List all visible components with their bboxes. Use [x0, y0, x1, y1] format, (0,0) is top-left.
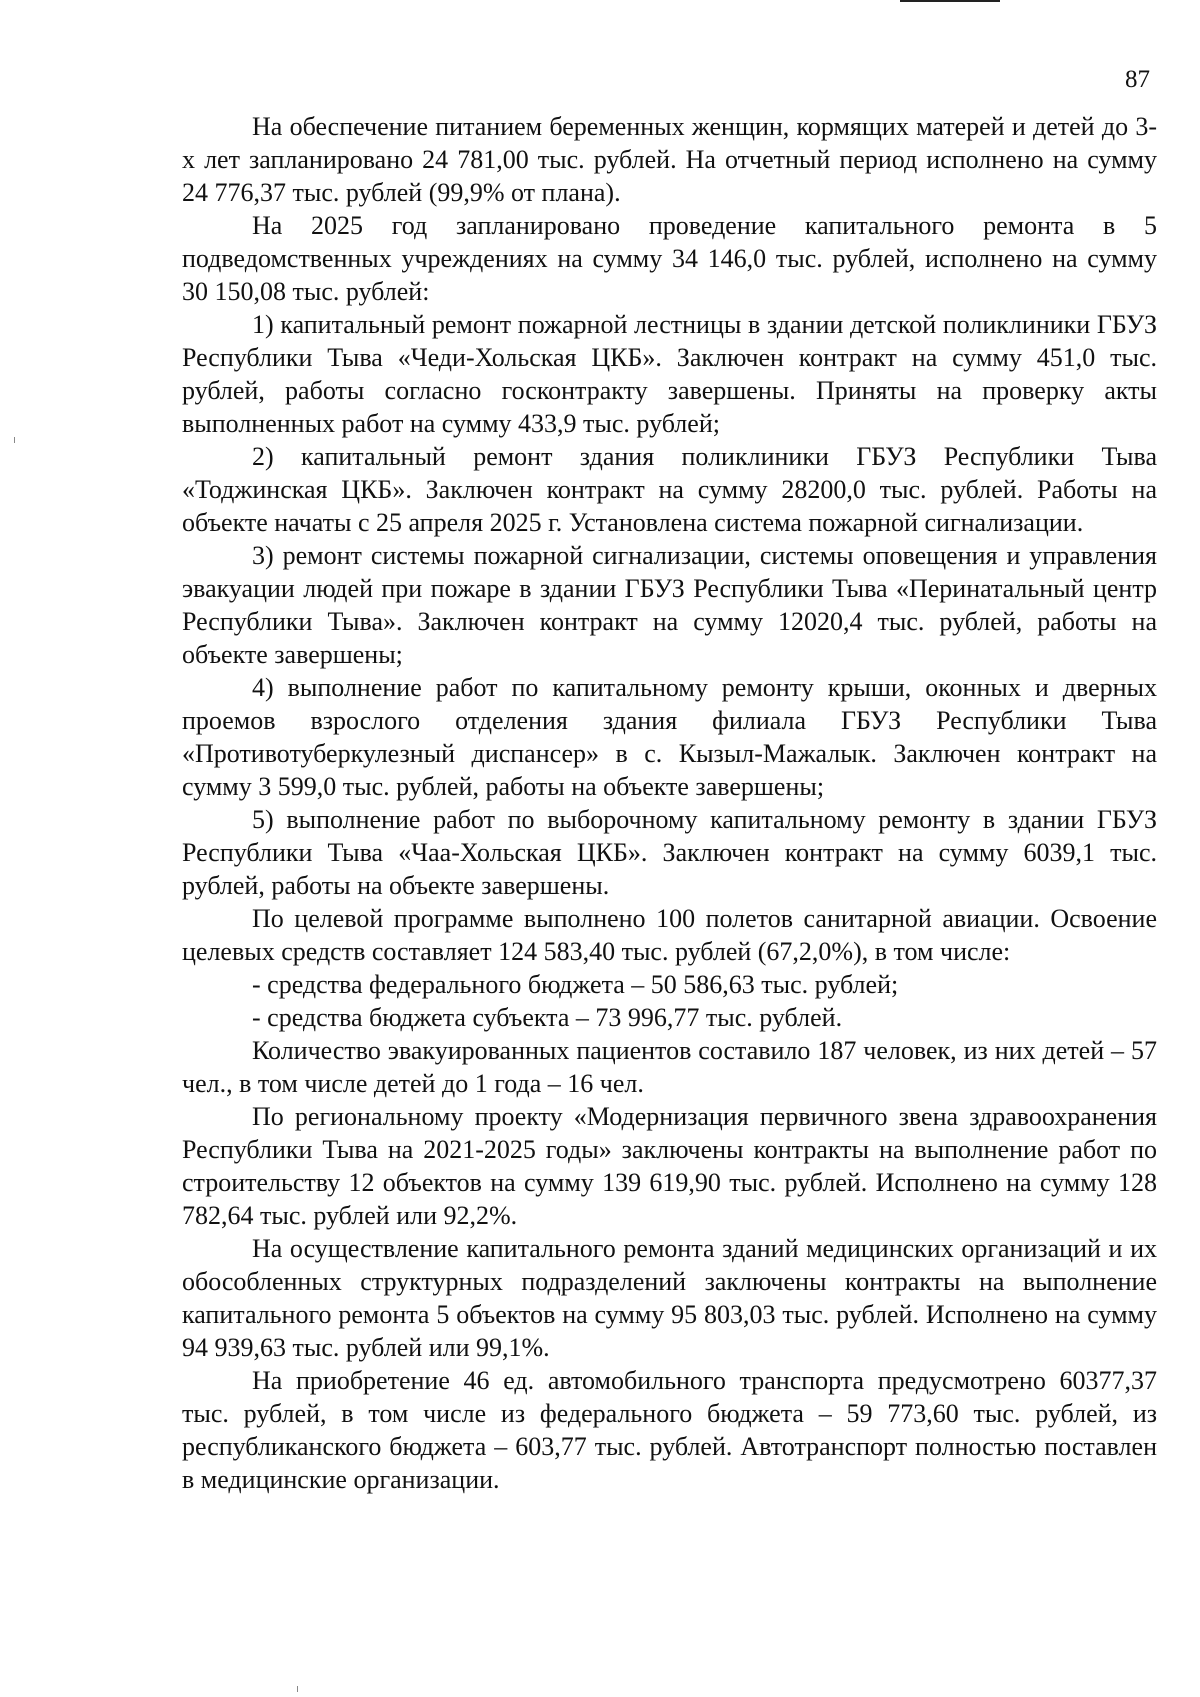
paragraph-modernization: По региональному проекту «Модернизация первичного звена здравоохранения Республики Тыва на 2021-2025 годы» заключены контракты на выполнение работ по строительству 12 объектов на сумму 139 619,90 тыс. рублей. Исполнено на сумму 128 782,64 тыс. рублей или 92,2%. — [182, 1102, 1157, 1230]
list-item-2: 2) капитальный ремонт здания поликлиники ГБУЗ Республики Тыва «Тоджинская ЦКБ». Заключен контракт на сумму 28200,0 тыс. рублей. Работы на объекте начаты с 25 апреля 2025 г. Установлена система пожарной сигнализации. — [182, 442, 1157, 537]
paragraph-nutrition: На обеспечение питанием беременных женщин, кормящих матерей и детей до 3-х лет запланировано 24 781,00 тыс. рублей. На отчетный период исполнено на сумму 24 776,37 тыс. рублей (99,9% от плана). — [182, 112, 1157, 207]
list-item-3: 3) ремонт системы пожарной сигнализации, системы оповещения и управления эвакуации людей при пожаре в здании ГБУЗ Республики Тыва «Перинатальный центр Республики Тыва». Заключен контракт на сумму 12020,4 тыс. рублей, работы на объекте завершены; — [182, 541, 1157, 669]
list-item-4: 4) выполнение работ по капитальному ремонту крыши, оконных и дверных проемов взрослого отделения здания филиала ГБУЗ Республики Тыва «Противотуберкулезный диспансер» в с. Кызыл-Мажалык. Заключен контракт на сумму 3 599,0 тыс. рублей, работы на объекте завершены; — [182, 673, 1157, 801]
funding-subject: - средства бюджета субъекта – 73 996,77 тыс. рублей. — [252, 1003, 843, 1032]
paragraph-building-repair: На осуществление капитального ремонта зданий медицинских организаций и их обособленных структурных подразделений заключены контракты на выполнение капитального ремонта 5 объектов на сумму 95 803,03 тыс. рублей. Исполнено на сумму 94 939,63 тыс. рублей или 99,1%. — [182, 1234, 1157, 1362]
body-text — [182, 110, 1157, 1496]
paragraph-capital-repair: На 2025 год запланировано проведение капитального ремонта в 5 подведомственных учреждениях на сумму 34 146,0 тыс. рублей, исполнено на сумму 30 150,08 тыс. рублей: — [182, 211, 1157, 306]
scan-mark — [297, 1686, 298, 1692]
list-item-5: 5) выполнение работ по выборочному капитальному ремонту в здании ГБУЗ Республики Тыва «Чаа-Хольская ЦКБ». Заключен контракт на сумму 6039,1 тыс. рублей, работы на объекте завершены. — [182, 805, 1157, 900]
scan-mark — [14, 437, 15, 443]
list-item-1: 1) капитальный ремонт пожарной лестницы в здании детской поликлиники ГБУЗ Республики Тыва «Чеди-Хольская ЦКБ». Заключен контракт на сумму 451,0 тыс. рублей, работы согласно госконтракту завершены. Приняты на проверку акты выполненных работ на сумму 433,9 тыс. рублей; — [182, 310, 1157, 438]
paragraph-vehicles: На приобретение 46 ед. автомобильного транспорта предусмотрено 60377,37 тыс. рублей, в том числе из федерального бюджета – 59 773,60 тыс. рублей, из республиканского бюджета – 603,77 тыс. рублей. Автотранспорт полностью поставлен в медицинские организации. — [182, 1366, 1157, 1494]
paragraph-evacuated: Количество эвакуированных пациентов составило 187 человек, из них детей – 57 чел., в том числе детей до 1 года – 16 чел. — [182, 1036, 1157, 1098]
funding-federal: - средства федерального бюджета – 50 586,63 тыс. рублей; — [252, 970, 899, 999]
page-number: 87 — [1125, 66, 1150, 93]
top-rule — [900, 0, 1000, 2]
paragraph-air-ambulance: По целевой программе выполнено 100 полетов санитарной авиации. Освоение целевых средств составляет 124 583,40 тыс. рублей (67,2,0%), в том числе: — [182, 904, 1157, 966]
